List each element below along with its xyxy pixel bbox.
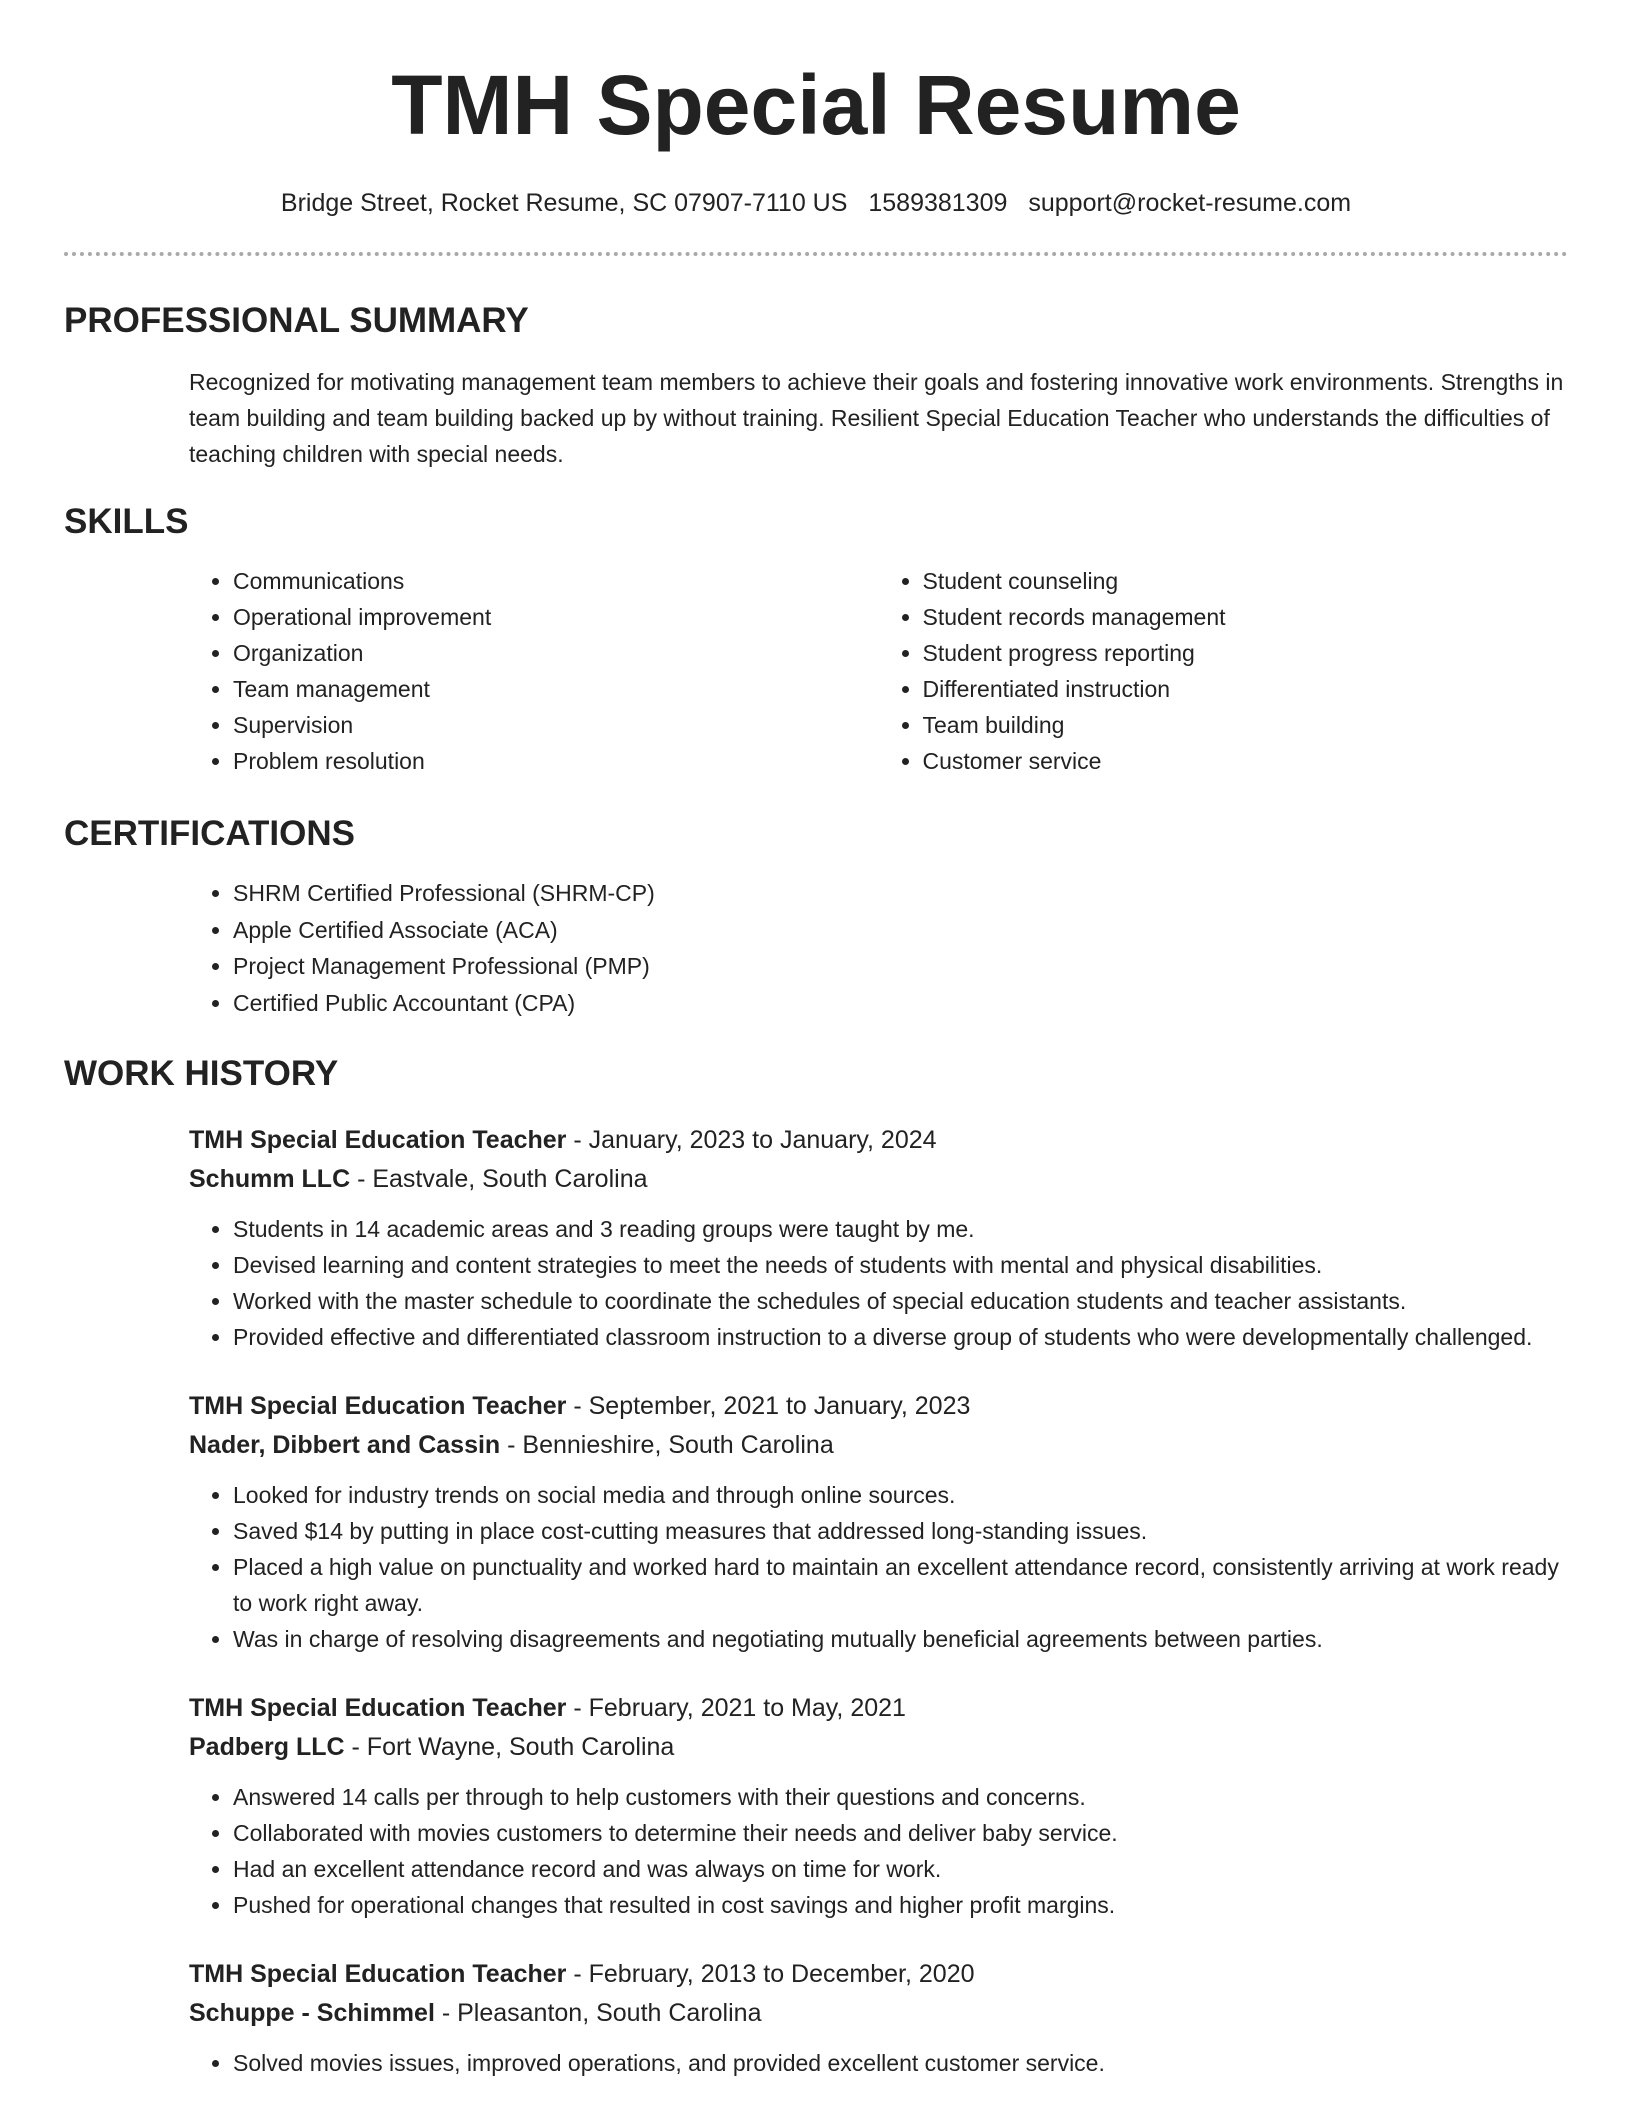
skill-item: • Student counseling <box>923 563 1569 599</box>
job-dates: - February, 2021 to May, 2021 <box>566 1694 906 1722</box>
skill-item: • Supervision <box>233 707 879 743</box>
job-bullet: • Had an excellent attendance record and was always on time for work. <box>233 1851 1568 1887</box>
job-role: TMH Special Education Teacher <box>189 1392 567 1420</box>
job-bullet: • Provided effective and differentiated classroom instruction to a diverse group of students who were developmentally challenged. <box>233 1319 1568 1355</box>
job-role: TMH Special Education Teacher <box>189 1960 567 1988</box>
summary-text: Recognized for motivating management team members to achieve their goals and fostering innovative work environments. Strengths in team building and team building backed up by without training. Resilient Special Education Teacher who understands the difficulties of teaching children with special needs. <box>189 369 1564 467</box>
job-role: TMH Special Education Teacher <box>189 1694 567 1722</box>
contact-address: Bridge Street, Rocket Resume, SC 07907-7110 US <box>280 189 848 217</box>
job-entry <box>189 1955 1568 2081</box>
job-company-line <box>189 1728 1568 1767</box>
certification-item: • Certified Public Accountant (CPA) <box>233 985 1568 1022</box>
job-company-line <box>189 1160 1568 1199</box>
job-location: - Bennieshire, South Carolina <box>500 1431 834 1459</box>
contact-line <box>0 188 1632 218</box>
job-company: Nader, Dibbert and Cassin <box>189 1431 501 1459</box>
job-entry <box>189 1387 1568 1657</box>
job-role: TMH Special Education Teacher <box>189 1126 567 1154</box>
job-entry <box>189 1121 1568 1355</box>
job-bullet: • Devised learning and content strategies to meet the needs of students with mental and physical disabilities. <box>233 1247 1568 1283</box>
skills-column-left <box>189 563 879 779</box>
job-company: Schuppe - Schimmel <box>189 1999 435 2027</box>
job-bullet: • Was in charge of resolving disagreements and negotiating mutually beneficial agreements between parties. <box>233 1621 1568 1657</box>
skill-item: • Differentiated instruction <box>923 671 1569 707</box>
job-bullets <box>189 1779 1568 1923</box>
skill-item: • Team management <box>233 671 879 707</box>
skill-item: • Student records management <box>923 599 1569 635</box>
job-bullet: • Answered 14 calls per through to help customers with their questions and concerns. <box>233 1779 1568 1815</box>
job-company-line <box>189 1994 1568 2033</box>
job-location: - Fort Wayne, South Carolina <box>344 1733 675 1761</box>
job-bullet: • Placed a high value on punctuality and worked hard to maintain an excellent attendance record, consistently arriving at work ready to work right away. <box>233 1549 1568 1621</box>
certifications-list <box>189 875 1568 1021</box>
job-dates: - January, 2023 to January, 2024 <box>566 1126 937 1154</box>
skills-heading: SKILLS <box>64 502 189 541</box>
resume-name: TMH Special Resume <box>391 58 1241 152</box>
job-bullet: • Collaborated with movies customers to determine their needs and deliver baby service. <box>233 1815 1568 1851</box>
job-bullet: • Solved movies issues, improved operations, and provided excellent customer service. <box>233 2045 1568 2081</box>
job-bullet: • Students in 14 academic areas and 3 reading groups were taught by me. <box>233 1211 1568 1247</box>
job-dates: - February, 2013 to December, 2020 <box>566 1960 975 1988</box>
job-title-line <box>189 1689 1568 1728</box>
job-entry <box>189 1689 1568 1923</box>
skill-item: • Organization <box>233 635 879 671</box>
job-location: - Eastvale, South Carolina <box>350 1165 648 1193</box>
job-company: Schumm LLC <box>189 1165 351 1193</box>
job-bullet: • Looked for industry trends on social media and through online sources. <box>233 1477 1568 1513</box>
certification-item: • SHRM Certified Professional (SHRM-CP) <box>233 875 1568 912</box>
skill-item: • Team building <box>923 707 1569 743</box>
certification-item: • Project Management Professional (PMP) <box>233 948 1568 985</box>
job-bullet: • Pushed for operational changes that resulted in cost savings and higher profit margins. <box>233 1887 1568 1923</box>
skill-item: • Student progress reporting <box>923 635 1569 671</box>
skill-item: • Operational improvement <box>233 599 879 635</box>
header-divider <box>64 252 1568 256</box>
certifications-heading: CERTIFICATIONS <box>64 814 356 853</box>
contact-phone: 1589381309 <box>868 189 1008 217</box>
skills-list <box>189 563 1568 779</box>
job-title-line <box>189 1121 1568 1160</box>
job-bullet: • Worked with the master schedule to coordinate the schedules of special education students and teacher assistants. <box>233 1283 1568 1319</box>
job-title-line <box>189 1387 1568 1426</box>
job-location: - Pleasanton, South Carolina <box>434 1999 762 2027</box>
skill-item: • Problem resolution <box>233 743 879 779</box>
certification-item: • Apple Certified Associate (ACA) <box>233 912 1568 949</box>
job-company: Padberg LLC <box>189 1733 345 1761</box>
summary-heading: PROFESSIONAL SUMMARY <box>64 301 529 340</box>
job-bullets <box>189 2045 1568 2081</box>
job-company-line <box>189 1426 1568 1465</box>
job-bullet: • Saved $14 by putting in place cost-cutting measures that addressed long-standing issues. <box>233 1513 1568 1549</box>
job-dates: - September, 2021 to January, 2023 <box>566 1392 971 1420</box>
skills-column-right <box>879 563 1569 779</box>
job-bullets <box>189 1211 1568 1355</box>
job-title-line <box>189 1955 1568 1994</box>
job-bullets <box>189 1477 1568 1657</box>
work-history-heading: WORK HISTORY <box>64 1054 339 1093</box>
skill-item: • Customer service <box>923 743 1569 779</box>
skill-item: • Communications <box>233 563 879 599</box>
contact-email: support@rocket-resume.com <box>1028 189 1352 217</box>
